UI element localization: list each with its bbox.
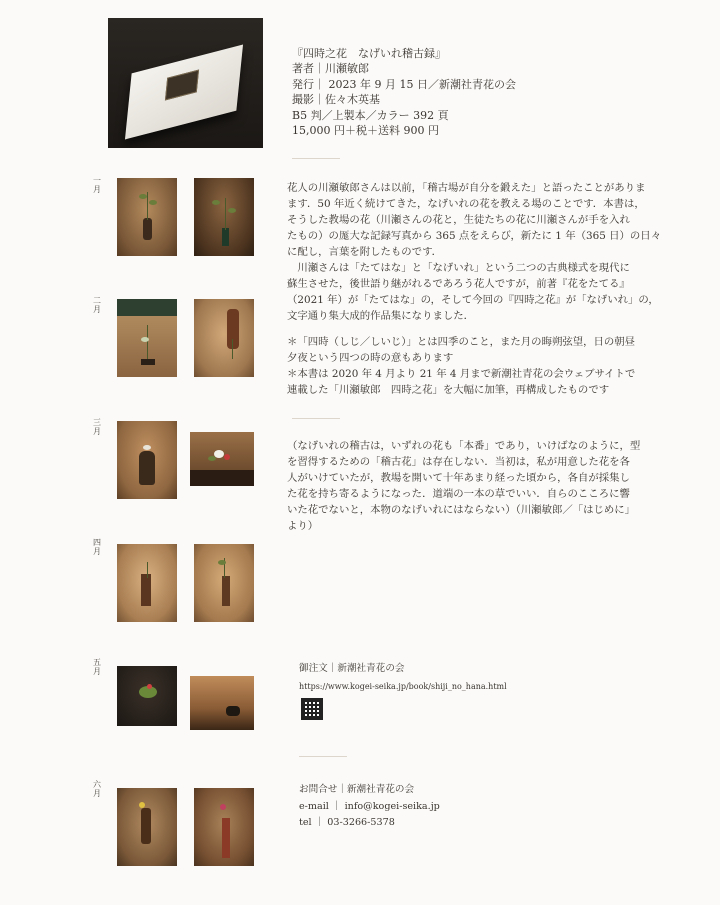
flower-photo — [194, 178, 254, 256]
book-price: 15,000 円＋税＋送料 900 円 — [292, 123, 439, 137]
contact-heading: お問合せ｜新潮社青花の会 — [299, 784, 415, 795]
flower-photo — [117, 666, 177, 726]
flower-photo — [117, 178, 177, 256]
note-line: ＊本書は 2020 年 4 月より 21 年 4 月まで新潮社青花の会ウェブサイトで — [287, 368, 636, 380]
qr-code[interactable] — [301, 698, 323, 720]
book-cover-photo — [108, 18, 263, 148]
flower-photo — [190, 676, 254, 730]
book-format: B5 判／上製本／カラー 392 頁 — [292, 108, 449, 122]
intro-line: そうした教場の花（川瀬さんの花と，生徒たちの花に川瀬さんが手を入れ — [287, 214, 630, 226]
note-line: 連載した「川瀬敏郎 四時之花」を大幅に加筆，再構成したものです — [287, 384, 610, 396]
order-url[interactable]: https://www.kogei-seika.jp/book/shiji_no_hana.html — [299, 682, 507, 691]
quote-line: た花を持ち寄るようになった．道端の一本の草でいい．自らのこころに響 — [287, 488, 630, 500]
note-line: ＊「四時（しじ／しいじ）」とは四季のこと，また月の晦朔弦望，日の朝昼 — [287, 336, 636, 348]
month-label-5: 五月 — [93, 658, 101, 676]
order-heading: 御注文｜新潮社青花の会 — [299, 663, 405, 674]
divider — [299, 756, 347, 757]
book-info — [292, 46, 516, 138]
flower-photo — [194, 788, 254, 866]
quote-line: （なげいれの稽古は，いずれの花も「本番」であり，いけばなのように，型 — [287, 440, 641, 452]
divider — [292, 158, 340, 159]
flower-photo — [117, 544, 177, 622]
month-label-6: 六月 — [93, 780, 101, 798]
divider — [292, 418, 340, 419]
month-label-4: 四月 — [93, 538, 101, 556]
flower-photo — [194, 299, 254, 377]
month-label-3: 三月 — [93, 418, 101, 436]
intro-line: 文字通り集大成的作品集になりました． — [287, 310, 475, 322]
intro-line: に配し，言葉を附したものです． — [287, 246, 443, 258]
intro-text — [287, 180, 670, 324]
flower-photo — [117, 299, 177, 377]
intro-line: ます．50 年近く続けてきた，なげいれの花を教える場のことです．本書は， — [287, 198, 645, 210]
intro-line: たもの）の厖大な記録写真から 365 点をえらび，新たに 1 年（365 日）の日々 — [287, 230, 662, 242]
month-label-2: 二月 — [93, 296, 101, 314]
quote-line: を習得するための「稽古花」は存在しない．当初は，私が用意した花を各 — [287, 456, 630, 468]
flower-photo — [194, 544, 254, 622]
book-title: 『四時之花 なげいれ稽古録』 — [292, 47, 446, 60]
book-published: 発行｜ 2023 年 9 月 15 日／新潮社青花の会 — [292, 77, 516, 91]
quote — [287, 438, 670, 534]
flower-photo — [117, 788, 177, 866]
contact-email[interactable]: e-mail ｜ info@kogei-seika.jp — [299, 801, 440, 812]
flower-photo — [117, 421, 177, 499]
notes — [287, 334, 670, 398]
quote-line: いた花でないと，本物のなげいれにはならない）（川瀬敏郎／「はじめに」 — [287, 504, 636, 516]
intro-line: 花人の川瀬敏郎さんは以前，「稽古場が自分を鍛えた」と語ったことがありま — [287, 182, 646, 194]
quote-line: より） — [287, 520, 319, 532]
intro-line: 蘇生させた，後世語り継がれるであろう花人ですが，前著『花をたてる』 — [287, 278, 630, 290]
flower-photo — [190, 432, 254, 486]
intro-line: 川瀬さんは「たてはな」と「なげいれ」という二つの古典様式を現代に — [287, 262, 630, 274]
intro-line: （2021 年）が「たてはな」の，そして今回の『四時之花』が「なげいれ」の， — [287, 294, 659, 306]
quote-line: 人がいけていたが，教場を開いて十年あまり経った頃から，各自が採集し — [287, 472, 630, 484]
month-label-1: 一月 — [93, 176, 101, 194]
note-line: 夕夜という四つの時の意もあります — [287, 352, 454, 364]
contact-tel[interactable]: tel ｜ 03-3266-5378 — [299, 817, 395, 828]
book-author: 著者｜川瀬敏郎 — [292, 62, 369, 76]
book-photographer: 撮影｜佐々木英基 — [292, 93, 380, 107]
